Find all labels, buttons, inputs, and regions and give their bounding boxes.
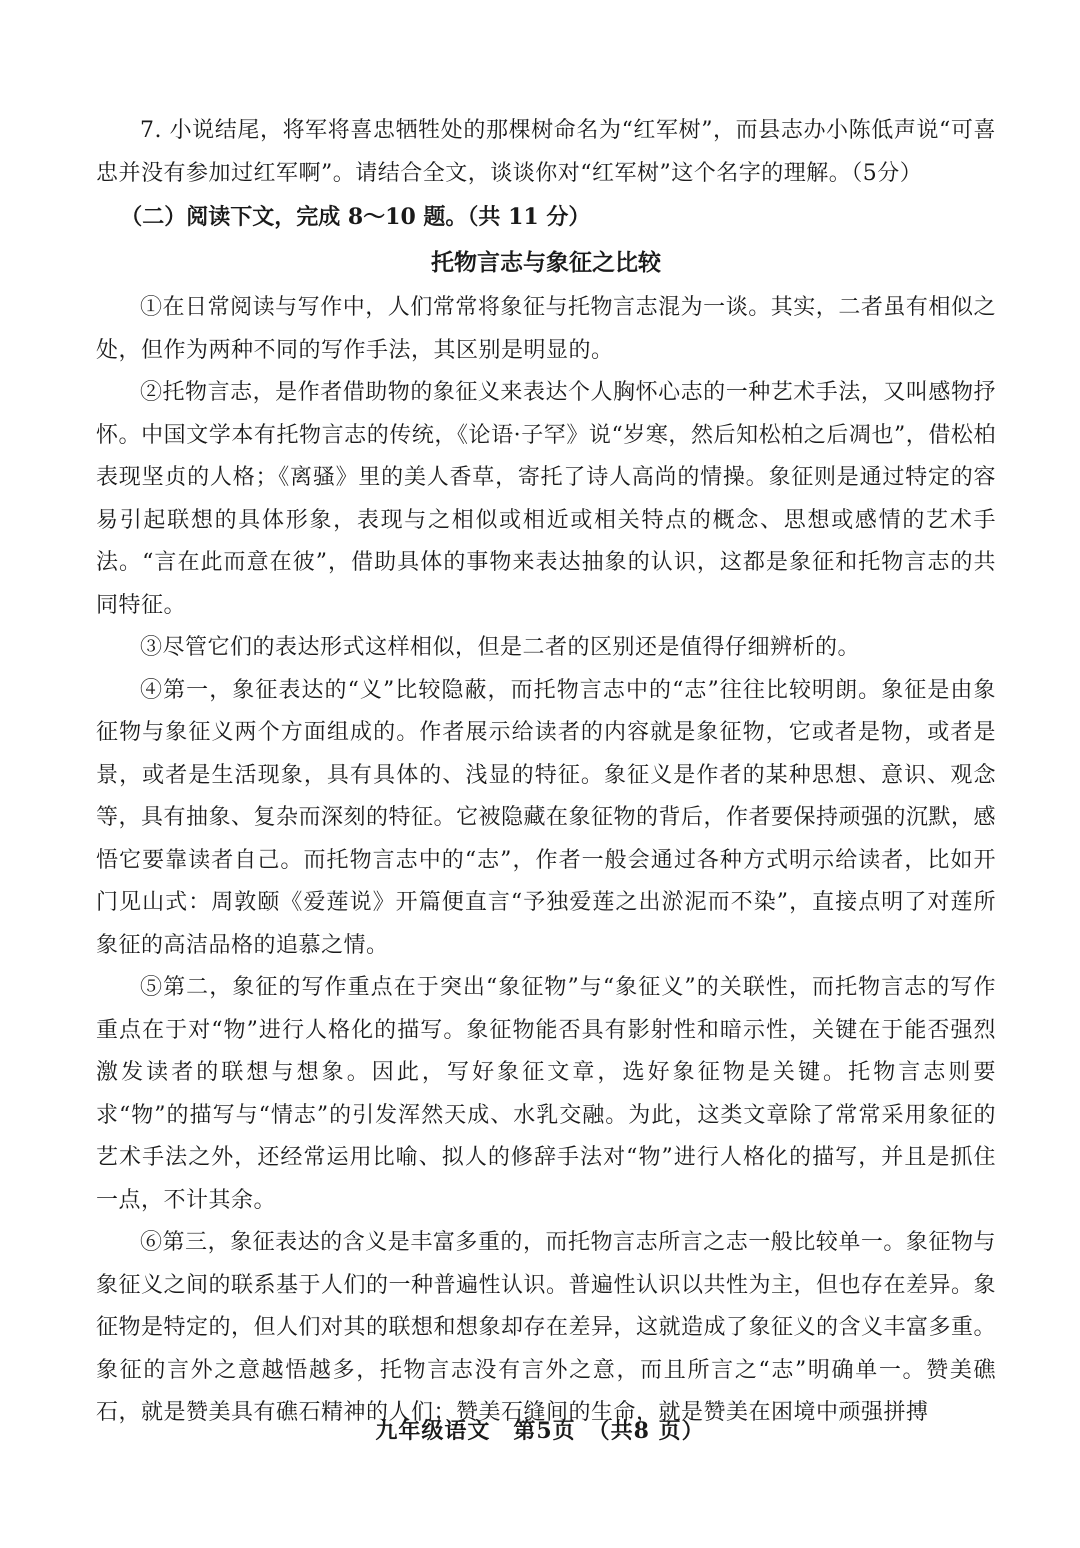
section-2-heading: （二）阅读下文，完成 8～10 题。（共 11 分） [120,204,591,230]
paragraph-2: ②托物言志，是作者借助物的象征义来表达个人胸怀心志的一种艺术手法，又叫感物抒怀。中国文学本有托物言志的传统，《论语·子罕》说“岁寒，然后知松柏之后凋也”，借松柏表现坚贞的人格；《离骚》里的美人香草，寄托了诗人高尚的情操。象征则是通过特定的容易引起联想的具体形象，表现与之相似或相近或相关特点的概念、思想或感情的艺术手法。“言在此而意在彼”，借助具体的事物来表达抽象的认识，这都是象征和托物言志的共同特征。 [96,380,996,618]
question-7: 7. 小说结尾，将军将喜忠牺牲处的那棵树命名为“红军树”，而县志办小陈低声说“可喜忠并没有参加过红军啊”。请结合全文，谈谈你对“红军树”这个名字的理解。（5分） [96,118,996,186]
paragraph-4: ④第一，象征表达的“义”比较隐蔽，而托物言志中的“志”往往比较明朗。象征是由象征物与象征义两个方面组成的。作者展示给读者的内容就是象征物，它或者是物，或者是景，或者是生活现象，具有具体的、浅显的特征。象征义是作者的某种思想、意识、观念等，具有抽象、复杂而深刻的特征。它被隐藏在象征物的背后，作者要保持顽强的沉默，感悟它要靠读者自己。而托物言志中的“志”，作者一般会通过各种方式明示给读者，比如开门见山式：周敦颐《爱莲说》开篇便直言“予独爱莲之出淤泥而不染”，直接点明了对莲所象征的高洁品格的追慕之情。 [96,677,997,958]
paragraph-6: ⑥第三，象征表达的含义是丰富多重的，而托物言志所言之志一般比较单一。象征物与象征义之间的联系基于人们的一种普遍性认识。普遍性认识以共性为主，但也存在差异。象征物是特定的，但人们对其的联想和想象却存在差异，这就造成了象征义的含义丰富多重。象征的言外之意越悟越多，托物言志没有言外之意，而且所言之“志”明确单一。赞美礁石，就是赞美具有礁石精神的人们；赞美石缝间的生命，就是赞美在困境中顽强拼搏 [96,1230,997,1425]
paragraph-1: ①在日常阅读与写作中，人们常常将象征与托物言志混为一谈。其实，二者虽有相似之处，但作为两种不同的写作手法，其区别是明显的。 [96,295,996,363]
exam-page-body [96,110,996,1435]
page-footer: 九年级语文 第5页 （共8 页） [375,1418,705,1444]
paragraph-5: ⑤第二，象征的写作重点在于突出“象征物”与“象征义”的关联性，而托物言志的写作重点在于对“物”进行人格化的描写。象征物能否具有影射性和暗示性，关键在于能否强烈激发读者的联想与想象。因此，写好象征文章，选好象征物是关键。托物言志则要求“物”的描写与“情志”的引发浑然天成、水乳交融。为此，这类文章除了常常采用象征的艺术手法之外，还经常运用比喻、拟人的修辞手法对“物”进行人格化的描写，并且是抓住一点，不计其余。 [96,975,996,1213]
article-title: 托物言志与象征之比较 [431,249,661,276]
paragraph-3: ③尽管它们的表达形式这样相似，但是二者的区别还是值得仔细辨析的。 [140,635,861,660]
